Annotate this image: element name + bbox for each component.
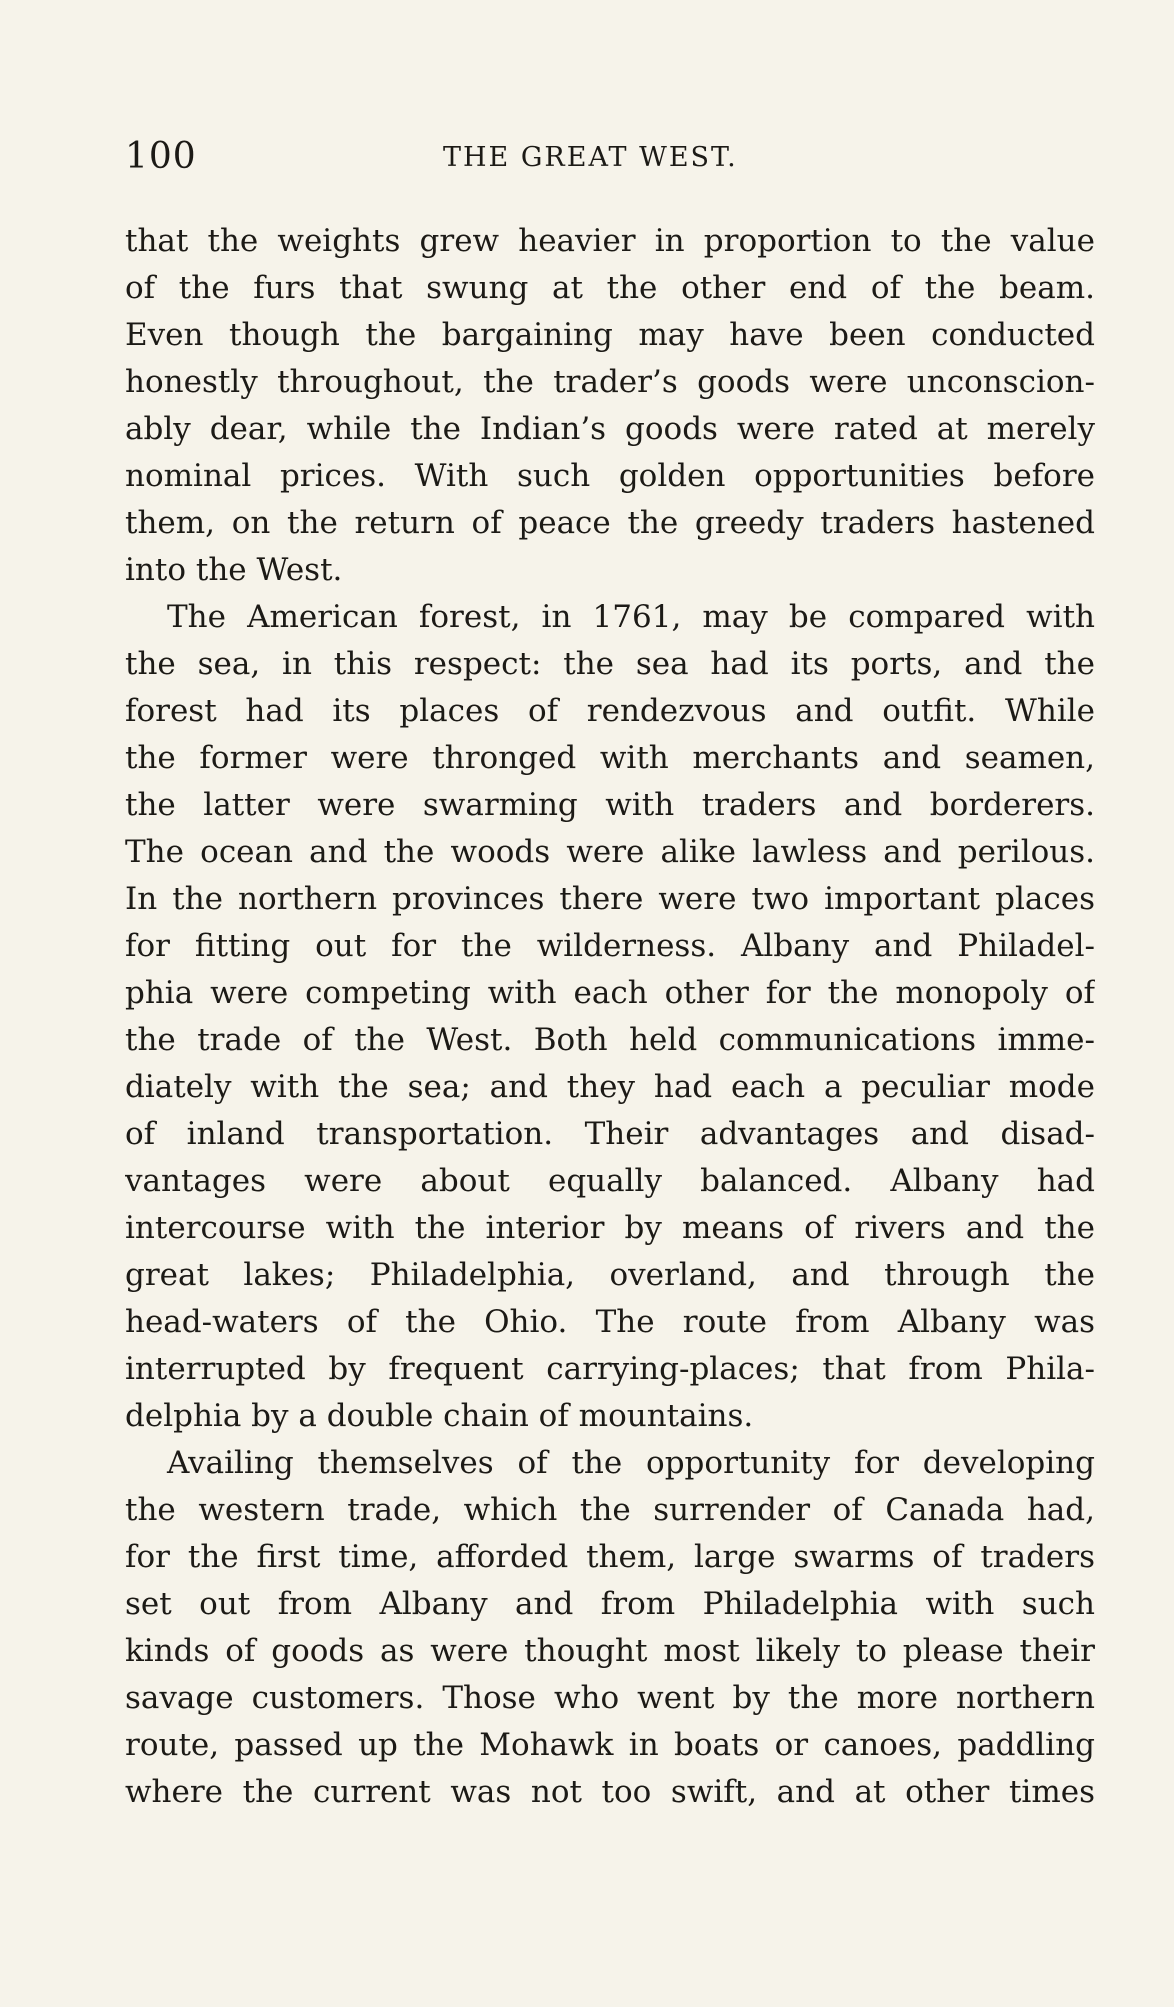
text-line: vantages were about equally balanced. Albany had [125,1163,1095,1199]
page-header [125,136,1095,186]
page-number: 100 [125,136,197,177]
text-line: great lakes; Philadelphia, overland, and through the [125,1257,1095,1293]
text-line: savage customers. Those who went by the more northern [125,1680,1095,1716]
text-line: of inland transportation. Their advantages and disad- [125,1116,1095,1152]
text-line: that the weights grew heavier in proportion to the value [125,223,1095,259]
running-head: THE GREAT WEST. [443,142,738,173]
text-line: interrupted by frequent carrying-places; that from Phila- [125,1351,1095,1387]
text-line: diately with the sea; and they had each a peculiar mode [125,1069,1095,1105]
text-line: The ocean and the woods were alike lawless and perilous. [125,834,1095,870]
text-line: forest had its places of rendezvous and outfit. While [125,693,1095,729]
text-line: delphia by a double chain of mountains. [125,1398,754,1434]
text-line: the former were thronged with merchants and seamen, [125,740,1095,776]
text-line: the sea, in this respect: the sea had its ports, and the [125,646,1095,682]
text-line: head-waters of the Ohio. The route from Albany was [125,1304,1095,1340]
text-line: In the northern provinces there were two important places [125,881,1095,917]
text-line: route, passed up the Mohawk in boats or canoes, paddling [125,1727,1095,1763]
text-line: kinds of goods as were thought most likely to please their [125,1633,1095,1669]
text-line: the western trade, which the surrender of Canada had, [125,1492,1095,1528]
text-line: for the first time, afforded them, large swarms of traders [125,1539,1095,1575]
text-line: them, on the return of peace the greedy traders hastened [125,505,1095,541]
text-line: of the furs that swung at the other end of the beam. [125,270,1095,306]
text-line: for fitting out for the wilderness. Albany and Philadel- [125,928,1095,964]
text-line: The American forest, in 1761, may be compared with [167,599,1095,635]
body-text [125,218,1095,1816]
text-line: phia were competing with each other for the monopoly of [125,975,1095,1011]
text-line: intercourse with the interior by means of rivers and the [125,1210,1095,1246]
text-line: nominal prices. With such golden opportunities before [125,458,1095,494]
text-line: ably dear, while the Indian’s goods were rated at merely [125,411,1095,447]
text-line: Availing themselves of the opportunity for developing [167,1445,1095,1481]
text-line: set out from Albany and from Philadelphia with such [125,1586,1095,1622]
text-line: Even though the bargaining may have been conducted [125,317,1095,353]
text-line: the latter were swarming with traders and borderers. [125,787,1095,823]
text-line: into the West. [125,552,343,588]
text-line: honestly throughout, the trader’s goods were unconscion- [125,364,1095,400]
text-line: where the current was not too swift, and at other times [125,1774,1095,1810]
text-line: the trade of the West. Both held communications imme- [125,1022,1095,1058]
